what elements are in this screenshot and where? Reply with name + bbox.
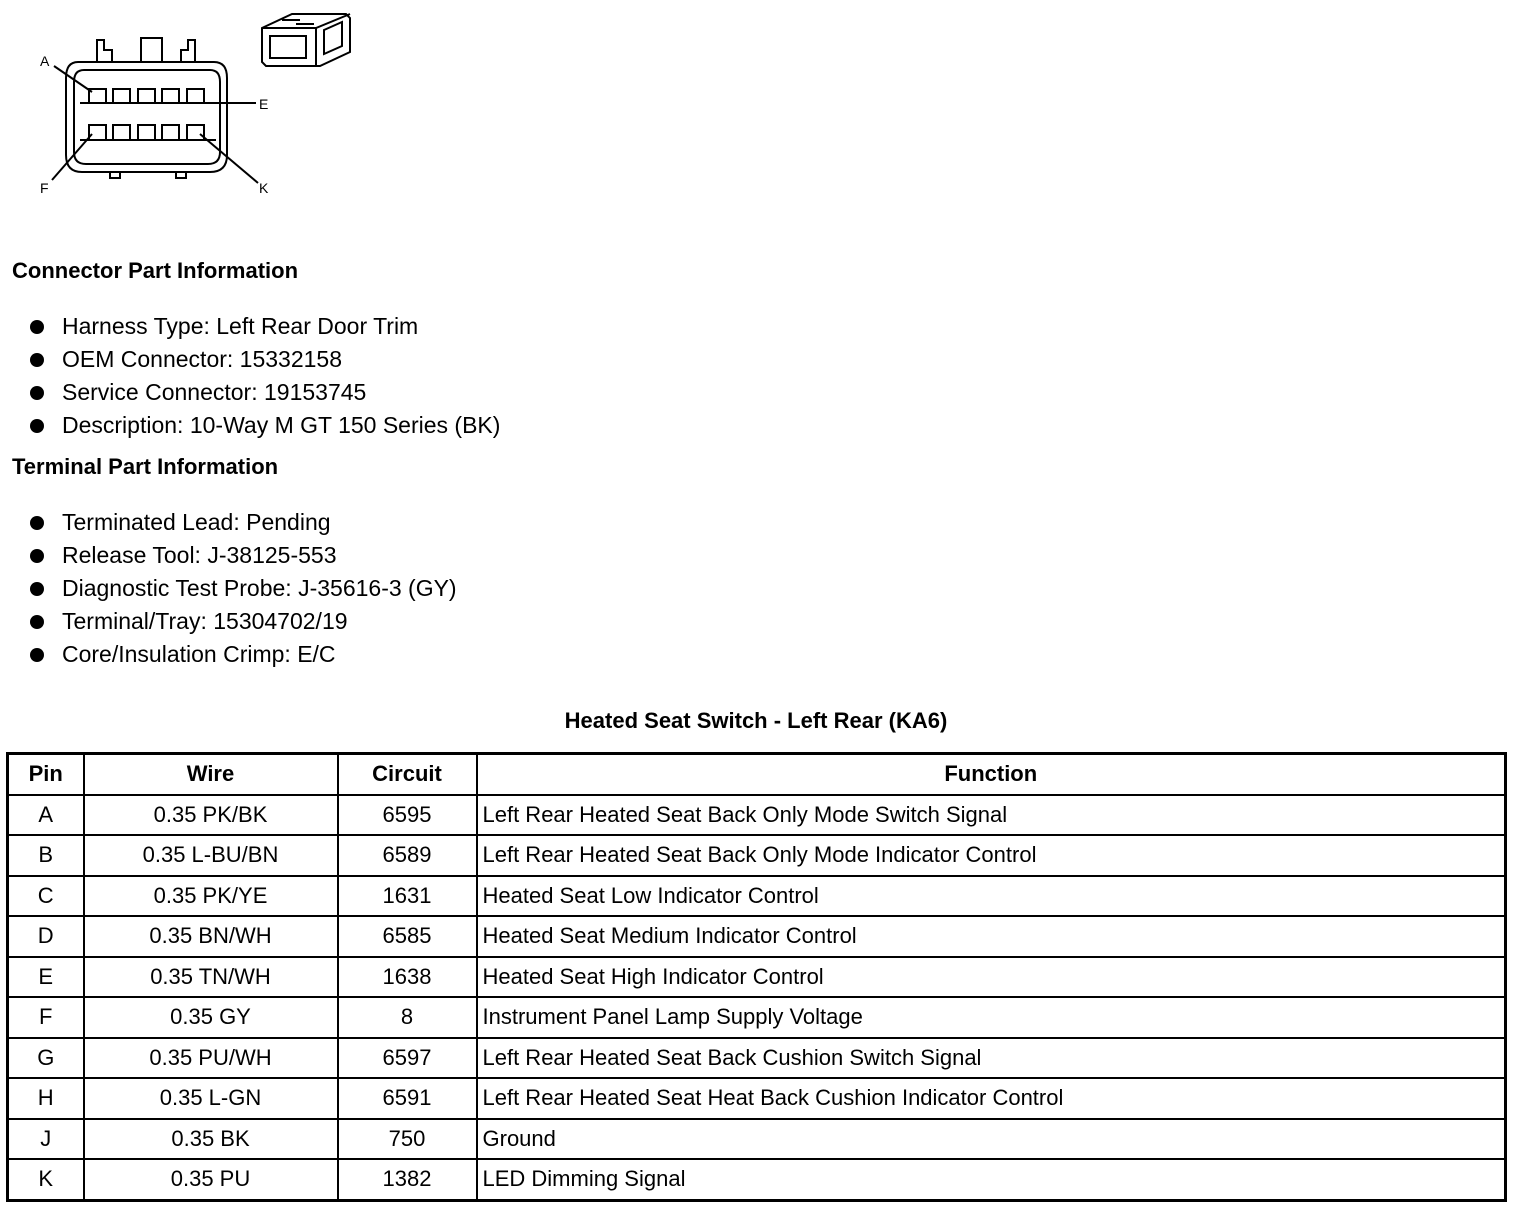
cell-function: Heated Seat Low Indicator Control (477, 876, 1506, 917)
cell-wire: 0.35 BN/WH (84, 916, 338, 957)
cell-circuit: 6597 (338, 1038, 477, 1079)
table-row (8, 835, 1506, 876)
table-row (8, 1038, 1506, 1079)
cell-circuit: 6585 (338, 916, 477, 957)
cell-pin: A (8, 795, 84, 836)
header-circuit: Circuit (338, 754, 477, 795)
cell-function: Instrument Panel Lamp Supply Voltage (477, 997, 1506, 1038)
table-row (8, 876, 1506, 917)
cell-pin: H (8, 1078, 84, 1119)
list-item: Harness Type: Left Rear Door Trim (30, 310, 500, 343)
cell-circuit: 6589 (338, 835, 477, 876)
pin-k-label: K (259, 180, 269, 196)
connector-info-list (30, 310, 500, 442)
cell-pin: J (8, 1119, 84, 1160)
bullet-icon (30, 353, 44, 367)
cell-circuit: 750 (338, 1119, 477, 1160)
cell-pin: F (8, 997, 84, 1038)
cell-function: Heated Seat Medium Indicator Control (477, 916, 1506, 957)
table-row (8, 957, 1506, 998)
cell-wire: 0.35 PU/WH (84, 1038, 338, 1079)
bullet-icon (30, 516, 44, 530)
terminal-info-list (30, 506, 457, 671)
bullet-icon (30, 386, 44, 400)
cell-circuit: 8 (338, 997, 477, 1038)
cell-function: Heated Seat High Indicator Control (477, 957, 1506, 998)
cell-function: Ground (477, 1119, 1506, 1160)
table-row (8, 997, 1506, 1038)
pinout-table (6, 752, 1507, 1202)
cell-function: LED Dimming Signal (477, 1159, 1506, 1200)
header-function: Function (477, 754, 1506, 795)
bullet-icon (30, 582, 44, 596)
cell-pin: E (8, 957, 84, 998)
cell-circuit: 6591 (338, 1078, 477, 1119)
list-item: Core/Insulation Crimp: E/C (30, 638, 457, 671)
cell-circuit: 6595 (338, 795, 477, 836)
list-item: Terminal/Tray: 15304702/19 (30, 605, 457, 638)
cell-wire: 0.35 GY (84, 997, 338, 1038)
table-title: Heated Seat Switch - Left Rear (KA6) (564, 708, 948, 733)
list-item: Diagnostic Test Probe: J-35616-3 (GY) (30, 572, 457, 605)
pin-a-label: A (40, 53, 50, 69)
pin-f-label: F (40, 180, 49, 196)
list-item: Release Tool: J-38125-553 (30, 539, 457, 572)
cell-pin: G (8, 1038, 84, 1079)
bullet-icon (30, 615, 44, 629)
cell-wire: 0.35 TN/WH (84, 957, 338, 998)
cell-wire: 0.35 BK (84, 1119, 338, 1160)
cell-function: Left Rear Heated Seat Heat Back Cushion Indicator Control (477, 1078, 1506, 1119)
terminal-info-title: Terminal Part Information (12, 454, 279, 479)
header-wire: Wire (84, 754, 338, 795)
table-row (8, 795, 1506, 836)
list-item: OEM Connector: 15332158 (30, 343, 500, 376)
cell-pin: D (8, 916, 84, 957)
connector-info-title: Connector Part Information (12, 258, 299, 283)
cell-wire: 0.35 L-GN (84, 1078, 338, 1119)
cell-circuit: 1382 (338, 1159, 477, 1200)
header-pin: Pin (8, 754, 84, 795)
bullet-icon (30, 549, 44, 563)
table-row (8, 1078, 1506, 1119)
table-header-row (8, 754, 1506, 795)
cell-pin: K (8, 1159, 84, 1200)
list-item: Terminated Lead: Pending (30, 506, 457, 539)
table-row (8, 1159, 1506, 1200)
cell-wire: 0.35 PU (84, 1159, 338, 1200)
cell-pin: C (8, 876, 84, 917)
bullet-icon (30, 419, 44, 433)
connector-diagram (0, 0, 380, 210)
cell-function: Left Rear Heated Seat Back Only Mode Switch Signal (477, 795, 1506, 836)
bullet-icon (30, 320, 44, 334)
list-item: Service Connector: 19153745 (30, 376, 500, 409)
bullet-icon (30, 648, 44, 662)
cell-wire: 0.35 L-BU/BN (84, 835, 338, 876)
cell-function: Left Rear Heated Seat Back Cushion Switch Signal (477, 1038, 1506, 1079)
pin-e-label: E (259, 96, 269, 112)
cell-wire: 0.35 PK/YE (84, 876, 338, 917)
table-row (8, 1119, 1506, 1160)
cell-circuit: 1638 (338, 957, 477, 998)
cell-wire: 0.35 PK/BK (84, 795, 338, 836)
cell-circuit: 1631 (338, 876, 477, 917)
list-item: Description: 10-Way M GT 150 Series (BK) (30, 409, 500, 442)
cell-function: Left Rear Heated Seat Back Only Mode Indicator Control (477, 835, 1506, 876)
table-row (8, 916, 1506, 957)
cell-pin: B (8, 835, 84, 876)
